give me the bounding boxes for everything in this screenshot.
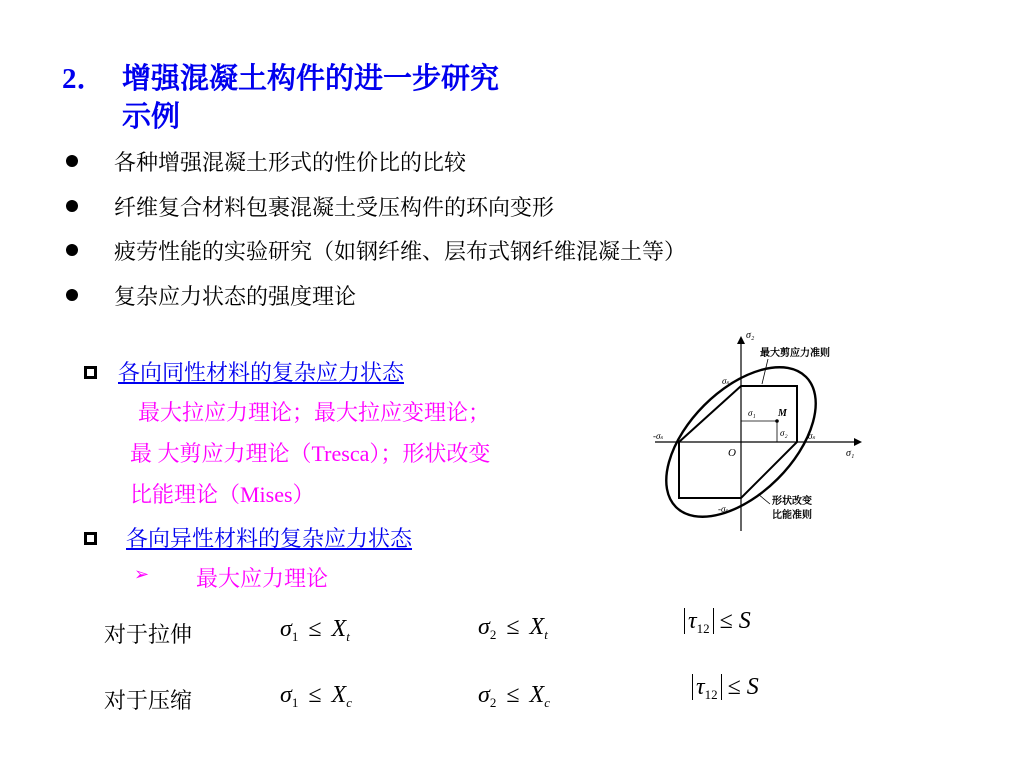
sigma-s-top-label: σₛ (722, 376, 730, 386)
compression-criterion-1: $\sigma_1 \le X_c$ (280, 682, 352, 710)
sigma-s-left-label: -σₛ (653, 431, 664, 441)
square-bullet (84, 366, 97, 379)
bullet-dot (66, 289, 78, 301)
tresca-label: 最大剪应力准则 (760, 348, 830, 359)
isotropic-heading: 各向同性材料的复杂应力状态 (118, 360, 405, 385)
tension-criterion-1: $\sigma_1 \le X_t$ (280, 616, 350, 644)
isotropic-theories-line1: 最大拉应力理论；最大拉应变理论； (138, 400, 491, 425)
bullet-item: 纤维复合材料包裹混凝土受压构件的环向变形 (114, 195, 555, 220)
max-stress-theory: 最大应力理论 (196, 566, 329, 591)
anisotropic-heading: 各向异性材料的复杂应力状态 (126, 526, 413, 551)
tresca-leader (762, 359, 768, 384)
isotropic-theories-line3: 比能理论（Mises） (130, 482, 315, 507)
shear-criterion-tension: $\tau_{12} \le S$ (684, 608, 751, 637)
section-number: 2． (62, 63, 106, 95)
square-bullet (84, 532, 97, 545)
sigma1-arrow-icon (854, 438, 862, 446)
mises-label-line2: 比能准则 (772, 510, 812, 521)
compression-criterion-2: $\sigma_2 \le X_c$ (478, 682, 550, 710)
sigma2-arrow-icon (737, 336, 745, 344)
mises-leader (758, 494, 770, 504)
sigma-s-right-label: σₛ (808, 431, 816, 441)
bullet-dot (66, 200, 78, 212)
tension-label: 对于拉伸 (104, 622, 193, 647)
bullet-item: 各种增强混凝土形式的性价比的比较 (114, 150, 467, 175)
mises-label-line1: 形状改变 (772, 496, 812, 507)
shear-criterion-compression: $\tau_{12} \le S$ (692, 674, 759, 703)
tension-criterion-2: $\sigma_2 \le X_t$ (478, 614, 548, 642)
yield-criteria-diagram (650, 326, 870, 536)
sigma-s-bottom-label: -σₛ (718, 504, 729, 514)
arrow-bullet-icon: ➢ (134, 564, 150, 584)
sigma2-axis-label: σ₂ (746, 330, 755, 341)
page-title-line2: 示例 (122, 101, 181, 133)
bullet-dot (66, 155, 78, 167)
isotropic-theories-line2: 最 大剪应力理论（Tresca）；形状改变 (130, 441, 491, 466)
compression-label: 对于压缩 (104, 688, 193, 713)
point-m (775, 419, 779, 423)
sigma2-coord-label: σ₂ (780, 428, 788, 438)
bullet-dot (66, 244, 78, 256)
bullet-item: 复杂应力状态的强度理论 (114, 284, 357, 309)
point-m-label: M (778, 408, 787, 419)
sigma1-axis-label: σ₁ (846, 448, 855, 459)
origin-label: O (728, 447, 736, 459)
bullet-item: 疲劳性能的实验研究（如钢纤维、层布式钢纤维混凝土等） (114, 239, 687, 264)
page-title: 增强混凝土构件的进一步研究 (122, 63, 500, 95)
sigma1-coord-label: σ₁ (748, 408, 756, 418)
